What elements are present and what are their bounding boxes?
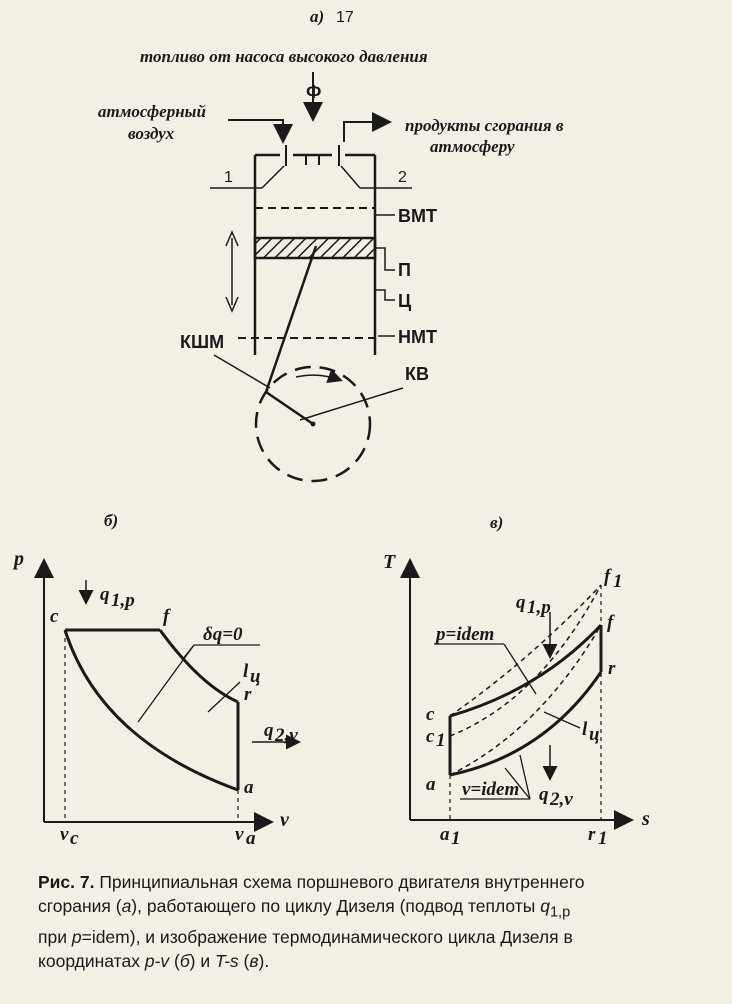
pv-l-label: l [243,661,249,682]
sublabel-b: б) [104,511,119,530]
ts-point-a: a [426,774,436,795]
ts-r1-sub: 1 [598,828,608,849]
ts-r1-label: r [588,824,596,845]
air-label-line2: воздух [128,124,175,143]
caption-line4-d: ( [238,950,250,971]
ts-q2-sub: 2,v [550,789,573,810]
pv-point-c: c [50,606,59,627]
ts-point-f: f [607,612,614,633]
ts-l-sub: ц [589,724,600,745]
ts-q1-sub: 1,p [527,597,551,618]
engine-schematic [98,47,564,481]
pv-x-axis-label: v [280,809,289,831]
kshm-leader [214,355,270,388]
pv-dq-leader-2 [182,645,194,660]
ts-isochore-cf1 [450,585,601,716]
ts-l-label: l [582,719,588,740]
ts-point-c1-sub: 1 [436,730,446,751]
sublabel-a: а) [310,7,325,26]
caption-number: Рис. 7. [38,872,95,892]
pv-dq-leader-1 [138,645,194,722]
crankshaft-center [311,422,316,427]
ts-l-leader [544,712,580,728]
kv-label: КВ [405,364,429,384]
piston-label: П [398,260,411,280]
ts-q2-label: q [539,784,549,805]
bdc-label: НМТ [398,327,437,347]
pv-q2-label: q [264,720,274,741]
ts-point-f1: f [604,566,611,587]
caption-line3-p: p [71,926,82,947]
valve-1-leader [262,166,284,188]
ts-point-c: c [426,704,435,725]
caption-line4-e: ). [258,950,270,971]
pv-point-a: a [244,777,254,798]
caption-line4-pv: p-v [144,950,170,971]
pv-q1-label: q [100,584,110,605]
rotation-arrow [296,375,340,380]
exhaust-arrow [344,122,388,142]
ts-point-r: r [608,658,616,679]
pv-point-r: r [244,684,252,705]
piston-leader [375,248,395,270]
valve-1-label: 1 [224,169,233,186]
caption-line4-b-ital: б [179,950,190,971]
valve-2-leader [341,166,360,188]
caption-line4-b: ( [169,950,180,971]
pv-q2-sub: 2,v [275,725,298,746]
ts-diagram [383,513,650,849]
caption-line2-qsub: 1,p [549,904,571,921]
connecting-rod [266,246,316,392]
tdc-label: ВМТ [398,206,437,226]
crank-arm [266,392,313,424]
caption-line3-a: при [38,926,72,947]
page-number: 17 [336,9,354,26]
caption-line3-b: =idem), и изображение термодинамического цикла Дизеля в [81,926,573,947]
fuel-label: топливо от насоса высокого давления [140,47,428,66]
cylinder-leader [375,290,395,300]
ts-q1-label: q [516,592,526,613]
pv-y-axis-label: p [14,548,24,570]
caption-line1: Принципиальная схема поршневого двигателя внутреннего [94,872,585,892]
kshm-label: КШМ [180,332,225,352]
air-arrow [228,120,283,140]
pv-diagram [12,511,298,849]
caption-line4-d-ital: в [249,950,259,971]
pv-adiabat-ac [65,630,238,790]
ts-y-axis-label: T [383,551,396,573]
caption-line4-ts: T-s [215,950,239,971]
ts-point-c1: c [426,726,435,747]
caption-line4-a: координатах [38,950,145,971]
ts-x-axis-label: s [642,808,650,830]
kv-leader [300,388,403,420]
pv-dq-label: δq=0 [203,624,243,645]
ts-point-f1-sub: 1 [613,571,623,592]
pv-vc-label: v [60,824,69,845]
sublabel-v: в) [490,513,504,532]
cylinder-label: Ц [398,291,412,311]
ts-p-idem-label: p=idem [436,624,495,645]
ts-a1-sub: 1 [451,828,461,849]
exhaust-label-line2: атмосферу [430,137,515,156]
ts-a1-label: a [440,824,450,845]
air-label-line1: атмосферный [98,102,206,121]
pv-point-f: f [163,606,170,627]
pv-l-sub: ц [250,666,261,687]
figure-caption [38,870,698,973]
caption-line4-c: ) и [189,950,215,971]
pv-va-sub: a [246,828,256,849]
caption-line2-a: сгорания ( [38,896,122,916]
ts-v-idem-label: v=idem [462,779,520,800]
caption-line2-b: ), работающего по циклу Дизеля (подвод теплоты [131,896,541,916]
injector-label: Ф [306,82,322,102]
caption-line2-a-ital: а [121,896,132,916]
valve-2-label: 2 [398,169,407,186]
pv-q1-sub: 1,p [111,590,135,611]
pv-va-label: v [235,824,244,845]
exhaust-label-line1: продукты сгорания в [405,116,564,135]
pv-vc-sub: c [70,828,79,849]
caption-line2-q: q [540,896,550,916]
